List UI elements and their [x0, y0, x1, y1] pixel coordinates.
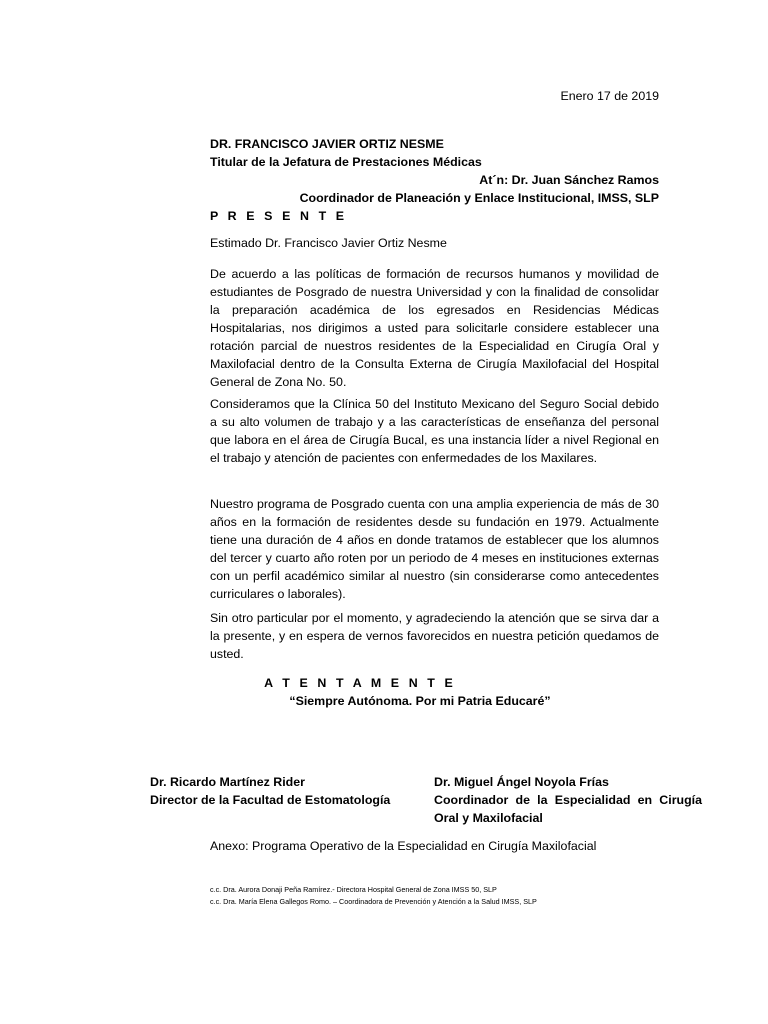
salutation: Estimado Dr. Francisco Javier Ortiz Nesme [210, 236, 447, 250]
cc-line: c.c. Dra. Aurora Donaji Peña Ramírez.- Directora Hospital General de Zona IMSS 50, SLP [210, 885, 497, 894]
signatory-right-title: Coordinador de la Especialidad en Cirugía Oral y Maxilofacial [434, 793, 702, 825]
recipient-name: DR. FRANCISCO JAVIER ORTIZ NESME [210, 137, 444, 151]
annex-note: Anexo: Programa Operativo de la Especialidad en Cirugía Maxilofacial [210, 839, 597, 853]
closing-word: A T E N T A M E N T E [264, 676, 456, 690]
letter-date: Enero 17 de 2019 [560, 89, 659, 103]
signatory-left-name: Dr. Ricardo Martínez Rider [150, 775, 305, 789]
body-paragraph: De acuerdo a las políticas de formación de recursos humanos y movilidad de estudiantes de Posgrado de nuestra Universidad y con la finalidad de consolidar la preparación académica de los egresados en Residencias Médicas Hospitalarias, nos dirigimos a usted para solicitarle considere establecer una rotación parcial de nuestros residentes de la Especialidad en Cirugía Oral y Maxilofacial dentro de la Consulta Externa de Cirugía Maxilofacial del Hospital General de Zona No. 50. [210, 267, 659, 389]
recipient-title: Titular de la Jefatura de Prestaciones Médicas [210, 155, 482, 169]
body-paragraph: Consideramos que la Clínica 50 del Instituto Mexicano del Seguro Social debido a su alto volumen de trabajo y a las características de enseñanza del personal que labora en el área de Cirugía Bucal, es una instancia líder a nivel Regional en el trabajo y atención de pacientes con enfermedades de los Maxilares. [210, 397, 659, 465]
attention-line: At´n: Dr. Juan Sánchez Ramos [479, 173, 659, 187]
cc-line: c.c. Dra. María Elena Gallegos Romo. – Coordinadora de Prevención y Atención a la Salud IMSS, SLP [210, 897, 537, 906]
signatory-right-name: Dr. Miguel Ángel Noyola Frías [434, 775, 609, 789]
presente-heading: P R E S E N T E [210, 209, 348, 223]
body-paragraph: Sin otro particular por el momento, y agradeciendo la atención que se sirva dar a la presente, y en espera de vernos favorecidos en nuestra petición quedamos de usted. [210, 611, 659, 661]
institutional-motto: “Siempre Autónoma. Por mi Patria Educaré” [289, 694, 551, 708]
body-paragraph: Nuestro programa de Posgrado cuenta con una amplia experiencia de más de 30 años en la formación de residentes desde su fundación en 1979. Actualmente tiene una duración de 4 años en donde tratamos de establecer que los alumnos del tercer y cuarto año roten por un periodo de 4 meses en instituciones externas con un perfil académico similar al nuestro (sin considerarse como antecedentes curriculares o laborales). [210, 497, 659, 601]
signatory-left-title: Director de la Facultad de Estomatología [150, 793, 391, 807]
attention-title: Coordinador de Planeación y Enlace Institucional, IMSS, SLP [299, 191, 659, 205]
